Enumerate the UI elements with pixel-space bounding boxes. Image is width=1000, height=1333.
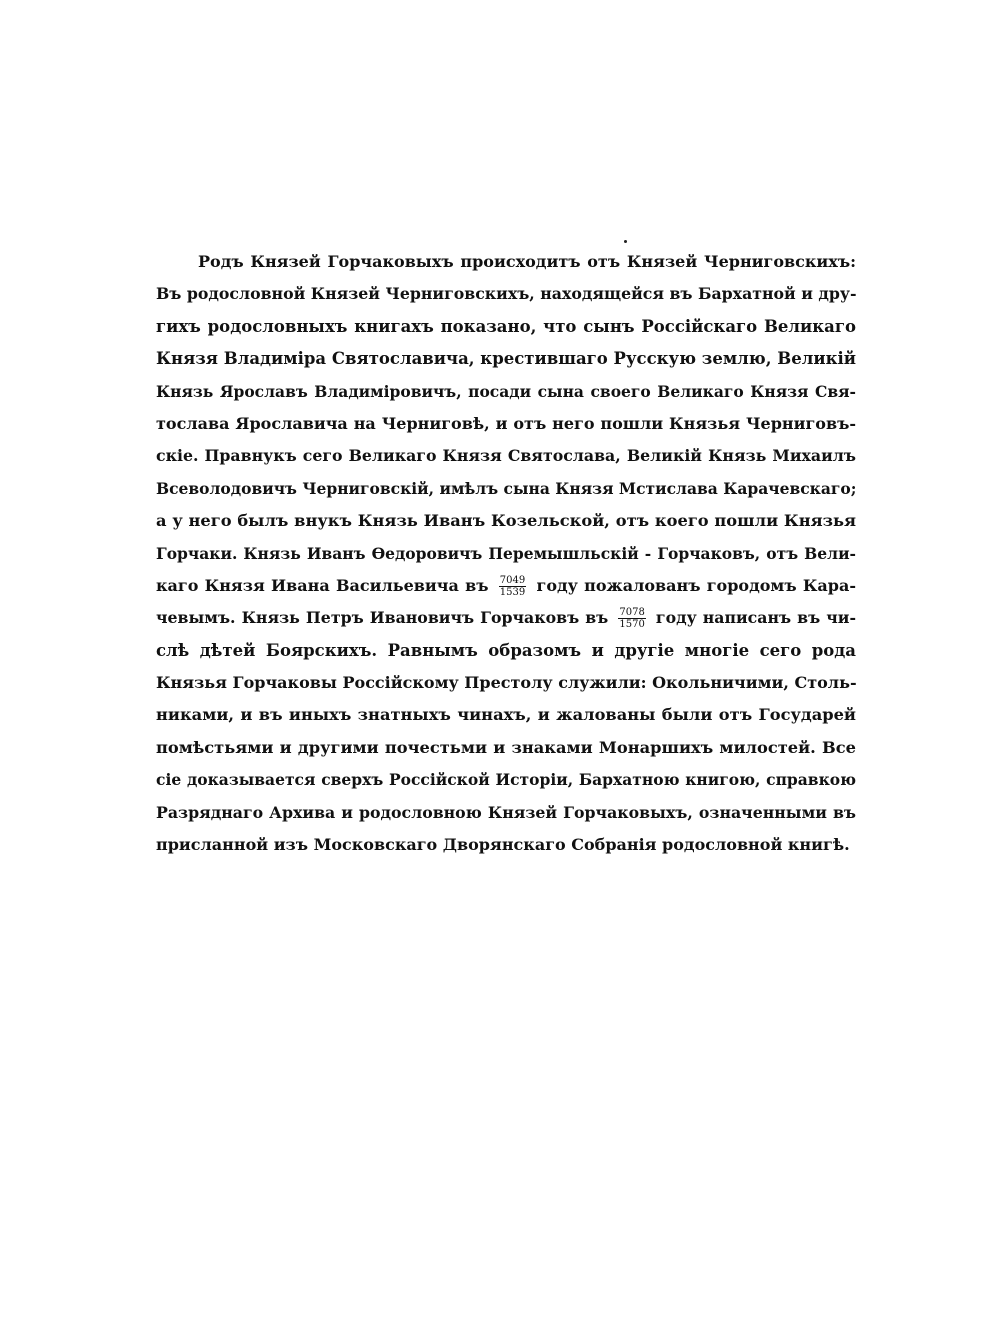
line-text-after-date: году пожалованъ городомъ Кара- <box>536 575 856 595</box>
paragraph-line-with-date <box>156 570 856 602</box>
paragraph-line: тослава Ярославича на Черниговѣ, и отъ него пошли Князья Черниговъ- <box>156 413 856 433</box>
year-fraction-numerator: 7078 <box>619 607 645 619</box>
paragraph-line: Горчаки. Князь Иванъ Ѳедоровичъ Перемышльскій - Горчаковъ, отъ Вели- <box>156 543 856 563</box>
line-text-before-date: каго Князя Ивана Васильевича въ <box>156 575 489 595</box>
paragraph-line: слѣ дѣтей Боярскихъ. Равнымъ образомъ и другіе многіе сего рода <box>156 640 856 660</box>
year-fraction <box>618 607 645 630</box>
paragraph-line: Родъ Князей Горчаковыхъ происходитъ отъ Князей Черниговскихъ: <box>198 252 856 271</box>
paragraph-line: никами, и въ иныхъ знатныхъ чинахъ, и жалованы были отъ Государей <box>156 705 856 725</box>
line-text-before-date: чевымъ. Князь Петръ Ивановичъ Горчаковъ въ <box>156 608 609 628</box>
year-fraction-numerator: 7049 <box>499 574 526 586</box>
paragraph-line: скіе. Правнукъ сего Великаго Князя Святослава, Великій Князь Михаилъ <box>156 446 856 466</box>
stray-ink-dot <box>624 240 627 243</box>
paragraph-line: присланной изъ Московскаго Дворянскаго Собранія родословной книгѣ. <box>156 835 850 855</box>
year-fraction-denominator: 1539 <box>499 586 526 598</box>
genealogy-paragraph <box>156 246 856 861</box>
year-fraction-denominator: 1570 <box>619 619 645 631</box>
paragraph-line: сіе доказывается сверхъ Россійской Исторіи, Бархатною книгою, справкою <box>156 770 856 790</box>
paragraph-line: помѣстьями и другими почестьми и знаками Монаршихъ милостей. Все <box>156 737 856 757</box>
paragraph-line: Князя Владиміра Святославича, крестившаго Русскую землю, Великій <box>156 349 856 369</box>
paragraph-line: Разряднаго Архива и родословною Князей Горчаковыхъ, означенными въ <box>156 802 856 822</box>
paragraph-line: Всеволодовичъ Черниговскій, имѣлъ сына Князя Мстислава Карачевскаго; <box>156 478 857 498</box>
line-text-after-date: году написанъ въ чи- <box>655 608 857 628</box>
paragraph-line: а у него былъ внукъ Князь Иванъ Козельской, отъ коего пошли Князья <box>156 511 856 531</box>
year-fraction <box>499 575 526 598</box>
paragraph-line: гихъ родословныхъ книгахъ показано, что сынъ Россійскаго Великаго <box>156 316 856 336</box>
paragraph-line: Въ родословной Князей Черниговскихъ, находящейся въ Бархатной и дру- <box>156 284 857 304</box>
paragraph-line-with-date <box>156 602 856 634</box>
paragraph-line: Князь Ярославъ Владиміровичъ, посади сына своего Великаго Князя Свя- <box>156 381 856 401</box>
paragraph-line: Князья Горчаковы Россійскому Престолу служили: Окольничими, Столь- <box>156 673 857 693</box>
